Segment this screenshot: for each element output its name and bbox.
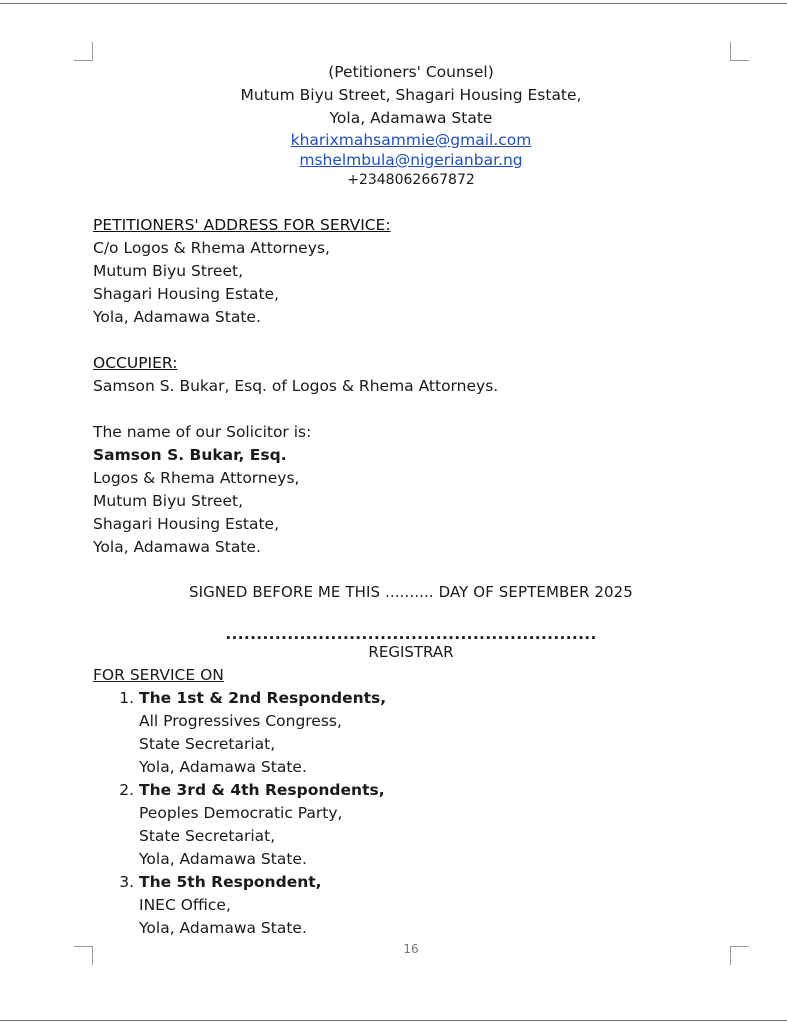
service-item-line: State Secretariat, [139, 827, 276, 845]
service-item-line: INEC Office, [139, 896, 231, 914]
signed-before-line: SIGNED BEFORE ME THIS .......... DAY OF SEPTEMBER 2025 [189, 583, 633, 601]
service-list-item [139, 871, 733, 940]
solicitor-intro: The name of our Solicitor is: [93, 423, 312, 441]
service-heading: FOR SERVICE ON [93, 666, 224, 684]
service-list [93, 687, 733, 940]
service-item-line: Peoples Democratic Party, [139, 804, 343, 822]
service-section [93, 664, 733, 940]
solicitor-section [93, 421, 733, 559]
address-line: Shagari Housing Estate, [93, 285, 280, 303]
counsel-phone: +2348062667872 [347, 172, 475, 188]
crop-mark-bottom-left [74, 946, 93, 965]
service-item-line: All Progressives Congress, [139, 712, 342, 730]
page-number: 16 [403, 942, 419, 956]
service-item-line: Yola, Adamawa State. [139, 919, 307, 937]
service-item-line: State Secretariat, [139, 735, 276, 753]
email-link-2[interactable]: mshelmbula@nigerianbar.ng [299, 151, 523, 169]
top-border-line [0, 3, 787, 4]
address-for-service-heading: PETITIONERS' ADDRESS FOR SERVICE: [93, 216, 391, 234]
email-link-1[interactable]: kharixmahsammie@gmail.com [290, 131, 532, 149]
service-list-item [139, 779, 733, 871]
occupier-section [93, 352, 733, 398]
registrar-label: REGISTRAR [368, 643, 454, 661]
service-list-item [139, 687, 733, 779]
address-line: C/o Logos & Rhema Attorneys, [93, 239, 330, 257]
service-item-line: Yola, Adamawa State. [139, 850, 307, 868]
solicitor-address-line: Mutum Biyu Street, [93, 492, 244, 510]
solicitor-address-line: Shagari Housing Estate, [93, 515, 280, 533]
counsel-address-line-2: Yola, Adamawa State [329, 109, 493, 127]
address-line: Yola, Adamawa State. [93, 308, 261, 326]
bottom-border-line [0, 1020, 787, 1021]
counsel-block [93, 61, 729, 191]
address-line: Mutum Biyu Street, [93, 262, 244, 280]
service-item-title: The 3rd & 4th Respondents, [139, 781, 385, 799]
occupier-text: Samson S. Bukar, Esq. of Logos & Rhema Attorneys. [93, 377, 499, 395]
service-item-title: The 5th Respondent, [139, 873, 322, 891]
solicitor-address-line: Logos & Rhema Attorneys, [93, 469, 300, 487]
service-item-line: Yola, Adamawa State. [139, 758, 307, 776]
counsel-address-line-1: Mutum Biyu Street, Shagari Housing Estate, [240, 86, 582, 104]
occupier-heading: OCCUPIER: [93, 354, 178, 372]
signature-dotted-line: ............................................................ [225, 625, 597, 643]
solicitor-address-line: Yola, Adamawa State. [93, 538, 261, 556]
crop-mark-top-right [730, 42, 749, 61]
solicitor-name: Samson S. Bukar, Esq. [93, 446, 287, 464]
crop-mark-bottom-right [730, 946, 749, 965]
crop-mark-top-left [74, 42, 93, 61]
counsel-role: (Petitioners' Counsel) [328, 63, 494, 81]
service-item-title: The 1st & 2nd Respondents, [139, 689, 387, 707]
document-page [93, 61, 733, 940]
address-for-service-section [93, 214, 733, 329]
